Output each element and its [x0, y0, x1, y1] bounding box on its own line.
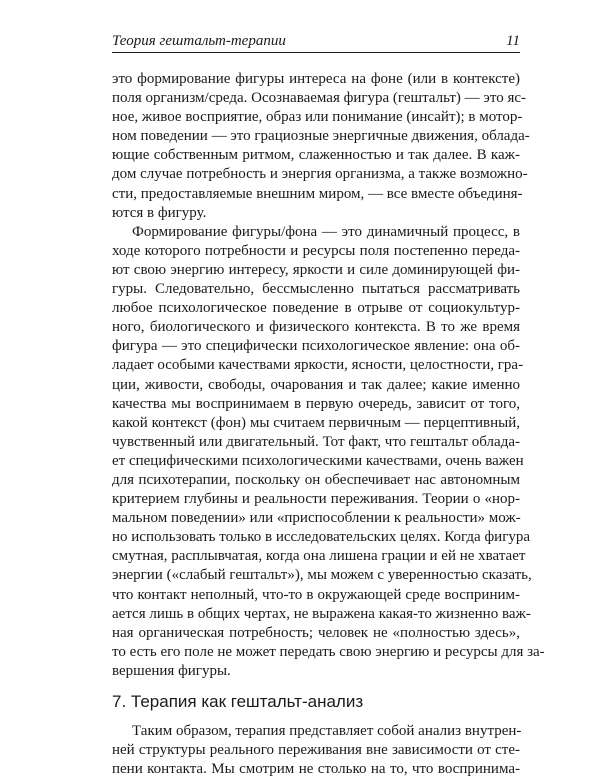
text-line: ет специфическими психологическими качествами, очень важен: [112, 452, 524, 469]
text-line: ладает особыми качествами яркости, ясности, целостности, гра-: [112, 357, 524, 374]
text-line: качества мы воспринимаем в первую очередь, зависит от того,: [112, 395, 520, 412]
text-line: ющие собственным ритмом, слаженностью и так далее. В каж-: [112, 147, 520, 164]
page-number: 11: [506, 33, 520, 49]
text-line: Таким образом, терапия представляет собой анализ внутрен-: [132, 723, 522, 739]
paragraph-1: [112, 70, 530, 223]
text-line: для психотерапии, поскольку он обеспечивает нас автономным: [112, 471, 520, 488]
section-heading: 7. Терапия как гештальт-анализ: [112, 692, 364, 711]
text-line: дом случае потребность и энергия организма, а также возможно-: [112, 166, 528, 183]
text-line: вершения фигуры.: [112, 662, 231, 679]
text-line: ции, живости, свободы, очарования и так далее; какие именно: [112, 376, 520, 393]
section-gap: [112, 681, 520, 691]
text-line: Формирование фигуры/фона — это динамичный процесс, в: [132, 223, 520, 240]
text-line: гуры. Следовательно, бессмысленно пытаться рассматривать: [112, 281, 520, 298]
text-line: то есть его поле не может передать свою энергию и ресурсы для за-: [112, 643, 545, 660]
text-line: ном поведении — это грациозные энергичные движения, облада-: [112, 128, 530, 145]
text-line: ная органическая потребность; человек не «полностью здесь»,: [112, 624, 520, 641]
text-line: чувственный или двигательный. Тот факт, что гештальт облада-: [112, 433, 520, 450]
text-line: ного, биологического и физического контекста. В то же время: [112, 319, 520, 336]
text-line: любое психологическое поведение в отрыве от социокультур-: [112, 300, 520, 317]
text-line: критерием глубины и реальности переживания. Теории о «нор-: [112, 491, 520, 508]
header-rule: [112, 52, 520, 53]
text-line: фигура — это специфически психологическое явление: она об-: [112, 338, 520, 355]
text-line: ное, живое восприятие, образ или понимание (инсайт); в мотор-: [112, 109, 523, 126]
text-line: но использовать только в исследовательских целях. Когда фигура: [112, 529, 531, 546]
text-line: смутная, расплывчатая, когда она лишена грации и ей не хватает: [112, 548, 526, 565]
text-line: это формирование фигуры интереса на фоне (или в контексте): [112, 71, 520, 87]
section-7: [112, 691, 520, 779]
running-header: [112, 28, 520, 50]
text-line: ются в фигуру.: [112, 204, 207, 221]
paragraph-2: [112, 223, 545, 681]
text-line: какой контекст (фон) мы считаем первичным — перцептивный,: [112, 414, 520, 431]
text-line: ается лишь в общих чертах, не выражена какая-то жизненно важ-: [112, 605, 531, 622]
text-line: пени контакта. Мы смотрим не столько на то, что воспринима-: [112, 761, 520, 778]
text-line: ют свою энергию интересу, яркости и силе доминирующей фи-: [112, 261, 520, 278]
text-line: ней структуры реального переживания вне зависимости от сте-: [112, 742, 520, 759]
running-title: Теория гештальт-терапии: [112, 33, 286, 49]
text-line: мальном поведении» или «приспособлении к реальности» мож-: [112, 510, 521, 527]
text-line: что контакт неполный, что-то в окружающей среде восприним-: [112, 586, 520, 603]
text-line: сти, предоставляемые внешним миром, — все вместе объединя-: [112, 185, 523, 202]
text-line: энергии («слабый гештальт»), мы можем с уверенностью сказать,: [112, 567, 532, 584]
text-line: поля организм/среда. Осознаваемая фигура (гештальт) — это яс-: [112, 90, 527, 107]
body-text: [112, 70, 545, 779]
text-line: ходе которого потребности и ресурсы поля постепенно передa-: [112, 242, 520, 259]
